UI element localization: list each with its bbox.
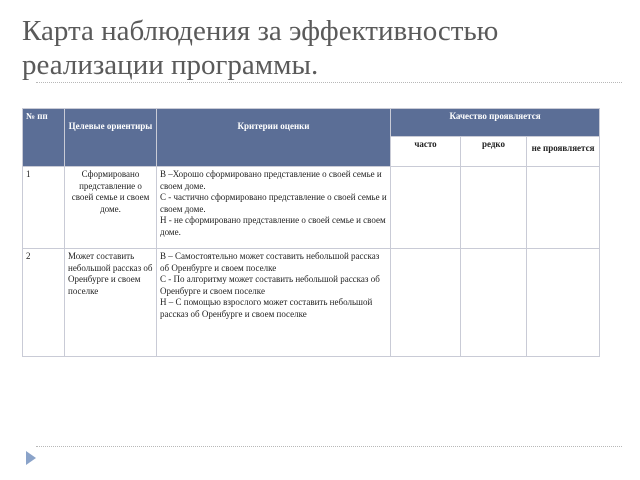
row-2-rarely xyxy=(461,249,527,357)
row-1-not-shown xyxy=(527,167,600,249)
header-rarely: редко xyxy=(461,137,527,167)
header-criteria: Критерии оценки xyxy=(157,109,391,167)
observation-table xyxy=(22,108,600,357)
slide-title xyxy=(22,14,622,82)
header-goals: Целевые ориентиры xyxy=(65,109,157,167)
row-2-criteria-line-2: об Оренбурге и своем поселке xyxy=(160,262,277,273)
header-quality: Качество проявляется xyxy=(391,109,600,137)
table-row xyxy=(23,249,600,357)
row-2-criteria-line-3: С - По алгоритму может составить небольшой рассказ об Оренбурге и своем поселке xyxy=(160,274,380,296)
row-1-often xyxy=(391,167,461,249)
header-often: часто xyxy=(391,137,461,167)
slide-title-line-2: реализации программы. xyxy=(22,49,319,81)
observation-table-wrapper xyxy=(22,108,599,356)
row-1-criteria-line-3: Н - не сформировано представление о своей семье и своем доме. xyxy=(160,215,386,237)
header-num: № пп xyxy=(23,109,65,167)
table-row xyxy=(23,167,600,249)
row-2-criteria-line-4: Н – С помощью взрослого может составить небольшой рассказ об Оренбурге и своем поселке xyxy=(160,297,373,319)
triangle-bullet-icon xyxy=(26,451,36,465)
row-2-goal: Может составить небольшой рассказ об Оренбурге и своем поселке xyxy=(65,249,157,357)
row-1-rarely xyxy=(461,167,527,249)
row-1-goal: Сформировано представление о своей семье и своем доме. xyxy=(65,167,157,249)
row-2-num: 2 xyxy=(23,249,65,357)
row-2-often xyxy=(391,249,461,357)
row-2-criteria-line-1: В – Самостоятельно может составить небольшой рассказ xyxy=(160,251,380,261)
slide-title-line-1: Карта наблюдения за эффективностью xyxy=(22,15,499,47)
row-1-num: 1 xyxy=(23,167,65,249)
row-1-criteria xyxy=(157,167,391,249)
row-1-criteria-line-1: В –Хорошо сформировано представление о своей семье и своем доме. xyxy=(160,169,382,191)
row-2-criteria xyxy=(157,249,391,357)
header-not-shown: не проявляется xyxy=(527,137,600,167)
top-divider xyxy=(36,82,622,83)
row-2-not-shown xyxy=(527,249,600,357)
row-1-criteria-line-2: С - частично сформировано представление о своей семье и своем доме. xyxy=(160,192,387,214)
bottom-divider xyxy=(36,446,622,447)
